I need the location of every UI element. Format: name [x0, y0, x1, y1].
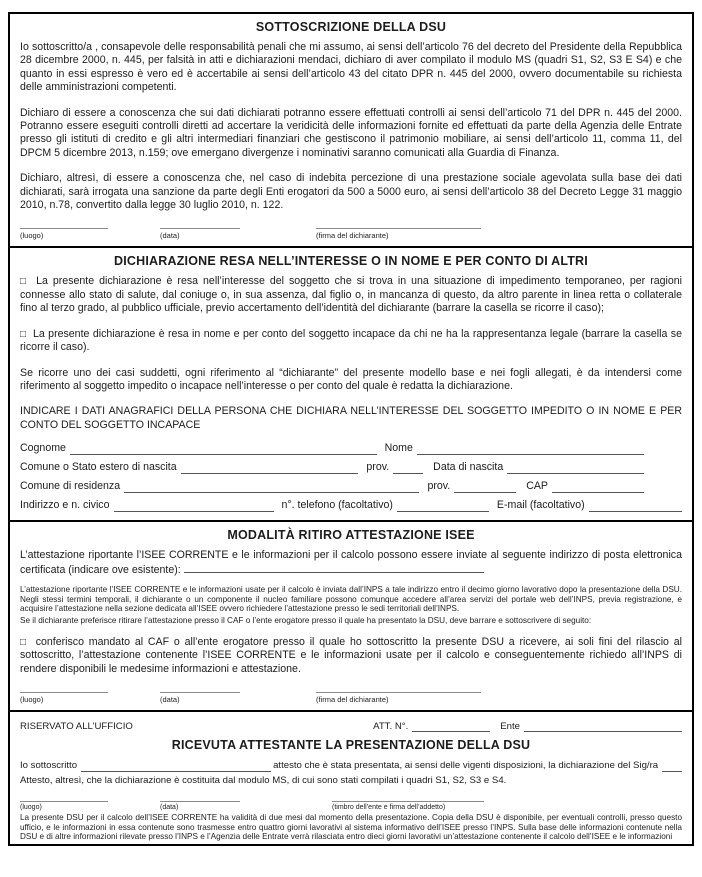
paragraph-riferimento: Se ricorre uno dei casi suddetti, ogni riferimento al “dichiarante” del presente modello base e nei fogli allegati, è da intendersi come riferimento al soggetto impedito o incapace nell’interesse o per conto del quale è redatta la dichiarazione. [20, 366, 682, 392]
signature-data [160, 692, 240, 704]
field-blank-prov-residenza [454, 481, 516, 493]
field-label-telefono: n°. telefono (facoltativo) [281, 499, 393, 512]
signature-line [160, 801, 240, 802]
section-ricevuta [8, 712, 694, 846]
field-label-comune-nascita: Comune o Stato estero di nascita [20, 461, 177, 474]
checkbox-paragraph-incapace [20, 328, 682, 355]
paragraph-indicare-dati: INDICARE I DATI ANAGRAFICI DELLA PERSONA CHE DICHIARA NELL’INTERESSE DEL SOGGETTO IMPEDITO O IN NOME E PER CONTO DEL SOGGETTO INCAPACE [20, 405, 682, 431]
field-blank-cap [552, 481, 644, 493]
field-label-indirizzo: Indirizzo e n. civico [20, 499, 110, 512]
signature-caption: (timbro dell’ente e firma dell’addetto) [332, 803, 446, 811]
signature-line [316, 228, 481, 229]
attesto-text: attesto che è stata presentata, ai sensi delle vigenti disposizioni, la dichiarazione del Sig/ra [273, 759, 659, 771]
fineprint-validita: La presente DSU per il calcolo dell’ISEE CORRENTE ha validità di due mesi dal momento della presentazione. Copia della DSU è disponibile, per eventuali controlli, presso questo ufficio, e le informazioni in essa contenute sono trasmesse entro quattro giorni lavorativi al sistema informativo dell’ISEE presso l’INPS. Sulla base delle informazioni contenute nella DSU e di altre informazioni rilevate presso l’INPS e l’Agenzia delle Entrate verrà rilasciata entro dieci giorni lavorativi un’attestazione contenente il calcolo dell’ISEE e le informazioni [20, 812, 682, 842]
section-dichiarazione-altri [8, 248, 694, 522]
sottoscritto-label: Io sottoscritto [20, 759, 78, 771]
field-label-cognome: Cognome [20, 442, 66, 455]
ricevuta-line-sottoscritto [20, 760, 682, 772]
field-label-nome: Nome [384, 442, 413, 455]
signature-line [160, 692, 240, 693]
checkbox-paragraph-mandato [20, 636, 682, 676]
field-blank-pec [184, 563, 484, 573]
field-blank-indirizzo [114, 500, 274, 512]
section-modalita-ritiro [8, 522, 694, 712]
signature-firma [316, 692, 481, 704]
field-label-prov-nascita: prov. [366, 461, 390, 474]
note-ritiro-caf: Se il dichiarante preferisce ritirare l’attestazione presso il CAF o l’ente erogatore presso il quale ha presentato la DSU, deve barrare e sottoscrivere di seguito: [20, 616, 592, 626]
field-row-residenza [20, 480, 682, 493]
field-label-email: E-mail (facoltativo) [496, 499, 585, 512]
reserved-office-label: RISERVATO ALL’UFFICIO [20, 720, 133, 732]
field-blank-data-nascita [507, 462, 644, 474]
field-blank-ente [524, 720, 682, 732]
field-row-indirizzo [20, 499, 682, 512]
section-sottoscrizione [8, 12, 694, 248]
field-blank-nome [417, 443, 644, 455]
ente-label: Ente [500, 720, 520, 732]
signature-line [20, 801, 108, 802]
field-blank-sigra [662, 762, 682, 772]
field-blank-comune-nascita [181, 462, 359, 474]
signature-luogo [20, 801, 108, 811]
signature-line [20, 228, 108, 229]
section-title-dichiarazione: DICHIARAZIONE RESA NELL’INTERESSE O IN NOME E PER CONTO DI ALTRI [114, 254, 588, 269]
signature-caption: (luogo) [20, 694, 44, 704]
section-title-ricevuta: RICEVUTA ATTESTANTE LA PRESENTAZIONE DELLA DSU [171, 737, 531, 752]
field-row-nome [20, 442, 682, 455]
section-title-modalita: MODALITÀ RITIRO ATTESTAZIONE ISEE [227, 528, 475, 543]
signature-row [20, 801, 682, 811]
signature-luogo [20, 228, 108, 240]
pec-text: L’attestazione riportante l’ISEE CORRENTE e le informazioni per il calcolo possono essere inviate al seguente indirizzo di posta elettronica certificata (indicare ove esistente): [20, 549, 682, 576]
signature-line [160, 228, 240, 229]
checkbox-icon: □ [20, 636, 28, 648]
field-blank-cognome [70, 443, 377, 455]
field-blank-comune-residenza [124, 481, 419, 493]
signature-line [20, 692, 108, 693]
attesto-line2: Attesto, altresì, che la dichiarazione è costituita dal modulo MS, di cui sono stati compilati i quadri S1, S2, S3 e S4. [20, 774, 507, 786]
section-title-sottoscrizione: SOTTOSCRIZIONE DELLA DSU [255, 20, 447, 34]
field-row-nascita [20, 461, 682, 474]
paragraph-sanzione: Dichiaro, altresì, di essere a conoscenza che, nel caso di indebita percezione di una prestazione sociale agevolata sulla base dei dati dichiarati, sarà irrogata una sanzione da parte degli Enti erogatori da 500 a 5000 euro, ai sensi dell’articolo 38 del Decreto Legge 31 maggio 2010, n.78, convertito dalla legge 30 luglio 2010, n. 122. [20, 172, 682, 212]
paragraph-pec [20, 549, 682, 577]
signature-row [20, 228, 682, 240]
signature-caption: (firma del dichiarante) [316, 694, 389, 704]
signature-line [316, 692, 481, 693]
field-label-cap: CAP [526, 480, 548, 493]
note-attestazione-inps: L’attestazione riportante l’ISEE CORRENTE e le informazioni usate per il calcolo è inviata dall’INPS a tale indirizzo entro il decimo giorno lavorativo dopo la presentazione della DSU. Negli stessi termini temporali, il dichiarante o un componente il nucleo familiare possono comunque accedere all’area servizi del portale web dell’INPS, previa registrazione, e acquisire l’attestazione nella sezione dedicata all’ISEE ovvero richiedere l’attestazione presso le sedi territoriali dell’INPS. [20, 584, 682, 614]
field-blank-email [589, 500, 682, 512]
field-label-comune-residenza: Comune di residenza [20, 480, 121, 493]
signature-data [160, 801, 240, 811]
paragraph-controlli: Dichiaro di essere a conoscenza che sui dati dichiarati potranno essere effettuati controlli ai sensi dell’articolo 71 del DPR n. 445 del 2000. Potranno essere eseguiti controlli diretti ad accertare la veridicità delle informazioni fornite ed effettuati da parte della Agenzia delle Entrate presso gli istituti di credito e gli altri intermediari finanziari che gestiscono il patrimonio mobiliare, ai sensi dell’articolo 11, comma 11, del DPCM 5 dicembre 2013, n.159; ove emergano divergenze i nominativi saranno comunicati alla Guardia di Finanza. [20, 106, 682, 159]
field-blank-sottoscritto [81, 762, 271, 772]
signature-luogo [20, 692, 108, 704]
signature-caption: (firma del dichiarante) [316, 231, 389, 241]
signature-caption: (data) [160, 803, 179, 811]
field-blank-prov-nascita [393, 462, 423, 474]
checkbox-text: La presente dichiarazione è resa nell’interesse del soggetto che si trova in una situazione di impedimento temporaneo, per ragioni connesse allo stato di salute, dal coniuge o, in sua assenza, dal figlio o, in mancanza di questo, da altro parente in linea retta o collaterale fino al terzo grado, al pubblico ufficiale, previo accertamento dell’identità del dichiarante (barrare la casella se ricorre il caso); [20, 275, 682, 315]
signature-caption: (luogo) [20, 231, 44, 241]
signature-caption: (data) [160, 694, 180, 704]
signature-timbro [332, 801, 484, 811]
field-blank-att-number [412, 720, 490, 732]
paragraph-responsabilita: Io sottoscritto/a , consapevole delle responsabilità penali che mi assumo, ai sensi dell’articolo 76 del decreto del Presidente della Repubblica 28 dicembre 2000, n. 445, per falsità in atti e dichiarazioni mendaci, dichiaro di aver compilato il modulo MS (quadri S1, S2, S3 E S4) e che quanto in essi espresso è vero ed è accertabile ai sensi dell’articolo 43 del citato DPR n. 445 del 2000, ovvero documentabile su richiesta delle amministrazioni competenti. [20, 41, 682, 94]
field-label-data-nascita: Data di nascita [433, 461, 504, 474]
att-number-label: ATT. N°. [373, 720, 409, 732]
checkbox-text: La presente dichiarazione è resa in nome e per conto del soggetto incapace da chi ne ha la rappresentanza legale (barrare la casella se ricorre il caso). [20, 327, 682, 354]
signature-caption: (data) [160, 231, 180, 241]
reserved-office-row [20, 720, 682, 732]
signature-firma [316, 228, 481, 240]
signature-caption: (luogo) [20, 803, 42, 811]
field-label-prov-residenza: prov. [427, 480, 451, 493]
signature-row [20, 692, 682, 704]
signature-data [160, 228, 240, 240]
checkbox-paragraph-impedimento [20, 275, 682, 315]
field-blank-telefono [397, 500, 489, 512]
signature-line [332, 801, 484, 802]
checkbox-icon: □ [20, 276, 29, 288]
checkbox-icon: □ [20, 328, 27, 340]
checkbox-text: conferisco mandato al CAF o all’ente erogatore presso il quale ho sottoscritto la presente DSU a ricevere, ai soli fini del rilascio al sottoscritto, l’attestazione contenente l’ISEE CORRENTE e le informazioni usate per il calcolo e conseguentemente richiedo all’INPS di rendere disponibili le medesime informazioni e attestazione. [20, 635, 682, 675]
